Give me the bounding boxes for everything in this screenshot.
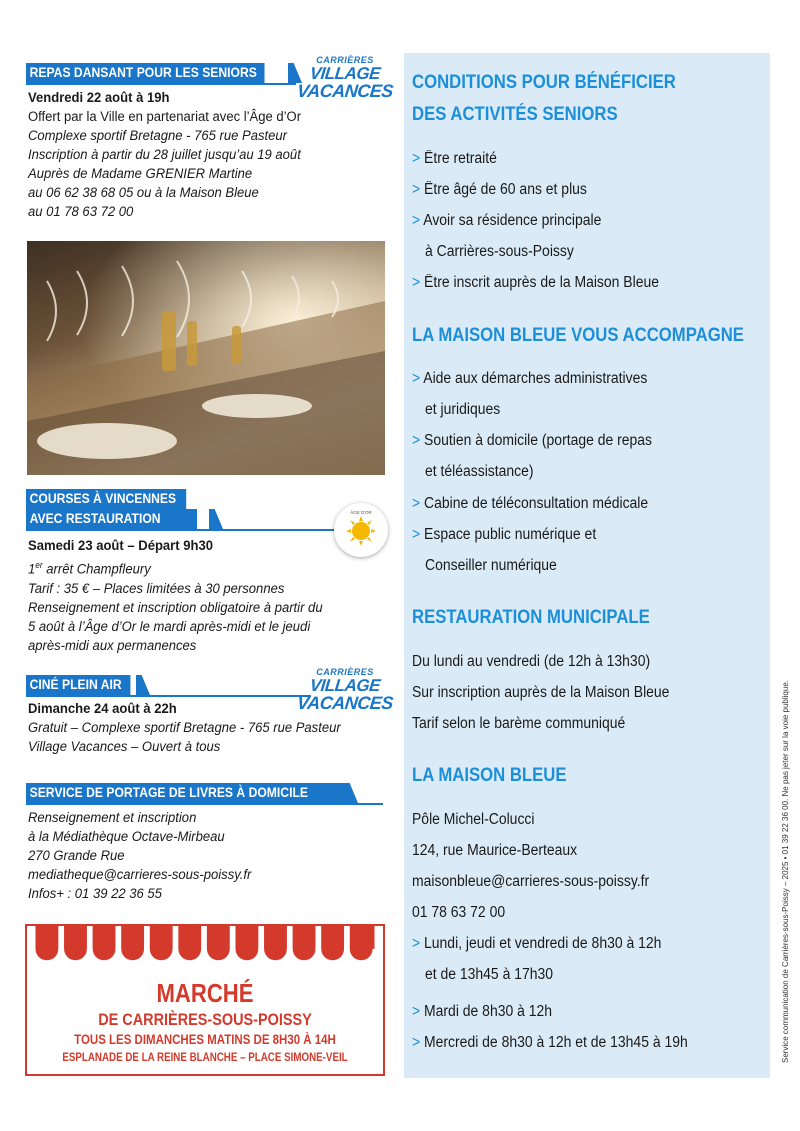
marche-schedule: TOUS LES DIMANCHES MATINS DE 8H30 À 14H (74, 1032, 336, 1047)
cine-section-title: CINÉ PLEIN AIR (26, 675, 130, 695)
conditions-title: CONDITIONS POUR BÉNÉFICIER (412, 72, 676, 93)
village-vacances-logo: CARRIÈRES VILLAGE VACANCES (296, 55, 394, 101)
marche-subtitle: DE CARRIÈRES-SOUS-POISSY (98, 1010, 312, 1029)
accompagne-item: > Soutien à domicile (portage de repas (412, 432, 653, 449)
cine-date: Dimanche 24 août à 22h (28, 701, 177, 717)
cine-line: Gratuit – Complexe sportif Bretagne - 765 rue Pasteur (28, 720, 341, 736)
livres-line: 270 Grande Rue (28, 848, 125, 864)
arrow-icon: > (412, 495, 421, 512)
repas-section-title: REPAS DANSANT POUR LES SENIORS (26, 63, 264, 83)
courses-section-header (26, 489, 201, 511)
header-underline (26, 695, 311, 697)
courses-stop-ordinal: er (35, 560, 43, 570)
arrow-icon: > (412, 1003, 421, 1020)
repas-line: au 06 62 38 68 05 ou à la Maison Bleue (28, 185, 259, 201)
arrow-icon: > (412, 935, 421, 952)
livres-line: Infos+ : 01 39 22 36 55 (28, 886, 162, 902)
header-underline (26, 803, 383, 805)
arrow-icon: > (412, 1034, 421, 1051)
arrow-icon: > (412, 432, 421, 449)
arrow-icon: > (412, 150, 421, 167)
accompagne-title: LA MAISON BLEUE VOUS ACCOMPAGNE (412, 325, 744, 346)
header-tab-tail (209, 509, 223, 529)
repas-details (28, 89, 325, 222)
maison-bleue-phone[interactable]: 01 78 63 72 00 (412, 904, 506, 921)
hours-item: > Mercredi de 8h30 à 12h et de 13h45 à 19h (412, 1034, 688, 1051)
header-tab-tail (344, 783, 358, 803)
courses-stop-name: arrêt Champfleury (42, 561, 151, 578)
restauration-title: RESTAURATION MUNICIPALE (412, 607, 650, 628)
condition-item: > Être retraité (412, 150, 497, 167)
restauration-line: Du lundi au vendredi (de 12h à 13h30) (412, 653, 651, 670)
courses-line: Renseignement et inscription obligatoire à partir du (28, 599, 323, 616)
condition-item: > Être âgé de 60 ans et plus (412, 181, 587, 198)
repas-line: Inscription à partir du 28 juillet jusqu’au 19 août (28, 147, 301, 163)
restauration-line: Tarif selon le barème communiqué (412, 715, 626, 732)
conditions-title-2: DES ACTIVITÉS SENIORS (412, 104, 618, 125)
accompagne-item: > Cabine de téléconsultation médicale (412, 495, 649, 512)
courses-section-title: COURSES À VINCENNES (26, 489, 186, 509)
arrow-icon: > (412, 370, 421, 387)
accompagne-item: > Aide aux démarches administratives (412, 370, 648, 387)
hours-item: > Lundi, jeudi et vendredi de 8h30 à 12h (412, 935, 662, 952)
arrow-icon: > (412, 274, 421, 291)
courses-line: 5 août à l’Âge d’Or le mardi après-midi et le jeudi (28, 618, 311, 635)
accompagne-item: > Espace public numérique et (412, 526, 597, 543)
condition-item: > Avoir sa résidence principale (412, 212, 602, 229)
livres-section-title: SERVICE DE PORTAGE DE LIVRES À DOMICILE (26, 783, 346, 803)
photo-illustration (27, 241, 385, 475)
livres-line: à la Médiathèque Octave-Mirbeau (28, 829, 225, 845)
repas-line: Complexe sportif Bretagne - 765 rue Pasteur (28, 128, 288, 144)
courses-details (28, 537, 348, 656)
awning-decoration (27, 926, 383, 966)
village-vacances-logo: CARRIÈRES VILLAGE VACANCES (296, 667, 394, 713)
restauration-line: Sur inscription auprès de la Maison Bleue (412, 684, 670, 701)
marche-box (25, 924, 385, 1076)
accompagne-item-cont: et téléassistance) (425, 463, 534, 480)
header-tab-tail (136, 675, 150, 695)
arrow-icon: > (412, 526, 421, 543)
maison-bleue-address: 124, rue Maurice-Berteaux (412, 842, 578, 859)
age-d-or-logo-text: ÂGE D'OR (350, 510, 372, 515)
marche-location: ESPLANADE DE LA REINE BLANCHE – PLACE SIMONE-VEIL (62, 1052, 348, 1064)
courses-line (28, 556, 323, 580)
repas-date: Vendredi 22 août à 19h (28, 90, 170, 106)
repas-line: Offert par la Ville en partenariat avec l’Âge d’Or (28, 109, 302, 125)
arrow-icon: > (412, 212, 421, 229)
marche-title: MARCHÉ (156, 978, 254, 1008)
courses-stop-number: 1 (28, 561, 36, 578)
repas-section-header (26, 63, 296, 85)
cine-details (28, 700, 368, 757)
maison-bleue-email[interactable]: maisonbleue@carrieres-sous-poissy.fr (412, 873, 650, 890)
cine-section-header (26, 675, 311, 697)
courses-date: Samedi 23 août – Départ 9h30 (28, 538, 213, 554)
condition-item-cont: à Carrières-sous-Poissy (425, 243, 574, 260)
hours-item-cont: et de 13h45 à 17h30 (425, 966, 553, 983)
courses-line: Tarif : 35 € – Places limitées à 30 personnes (28, 580, 285, 597)
side-note: Service communication de Carrières-sous-Poissy – 2025 • 01 39 22 36 00. Ne pas jeter sur la voie publique. (781, 679, 790, 1063)
maison-bleue-line: Pôle Michel-Colucci (412, 811, 535, 828)
hours-item: > Mardi de 8h30 à 12h (412, 1003, 553, 1020)
header-underline (26, 83, 296, 85)
livres-line: Renseignement et inscription (28, 810, 197, 826)
livres-line: mediatheque@carrieres-sous-poissy.fr (28, 867, 252, 883)
accompagne-item-cont: et juridiques (425, 401, 501, 418)
courses-section-header-2 (26, 509, 344, 531)
courses-line: après-midi aux permanences (28, 637, 197, 654)
condition-item: > Être inscrit auprès de la Maison Bleue (412, 274, 659, 291)
header-underline (26, 529, 344, 531)
repas-line: Auprès de Madame GRENIER Martine (28, 166, 253, 182)
livres-details (28, 809, 271, 904)
arrow-icon: > (412, 181, 421, 198)
repas-line: au 01 78 63 72 00 (28, 204, 134, 220)
table-setting-photo (27, 241, 385, 475)
cine-line: Village Vacances – Ouvert à tous (28, 739, 221, 755)
maison-bleue-title: LA MAISON BLEUE (412, 765, 567, 786)
livres-section-header (26, 783, 383, 805)
courses-section-title-2: AVEC RESTAURATION (26, 509, 197, 529)
accompagne-item-cont: Conseiller numérique (425, 557, 557, 574)
